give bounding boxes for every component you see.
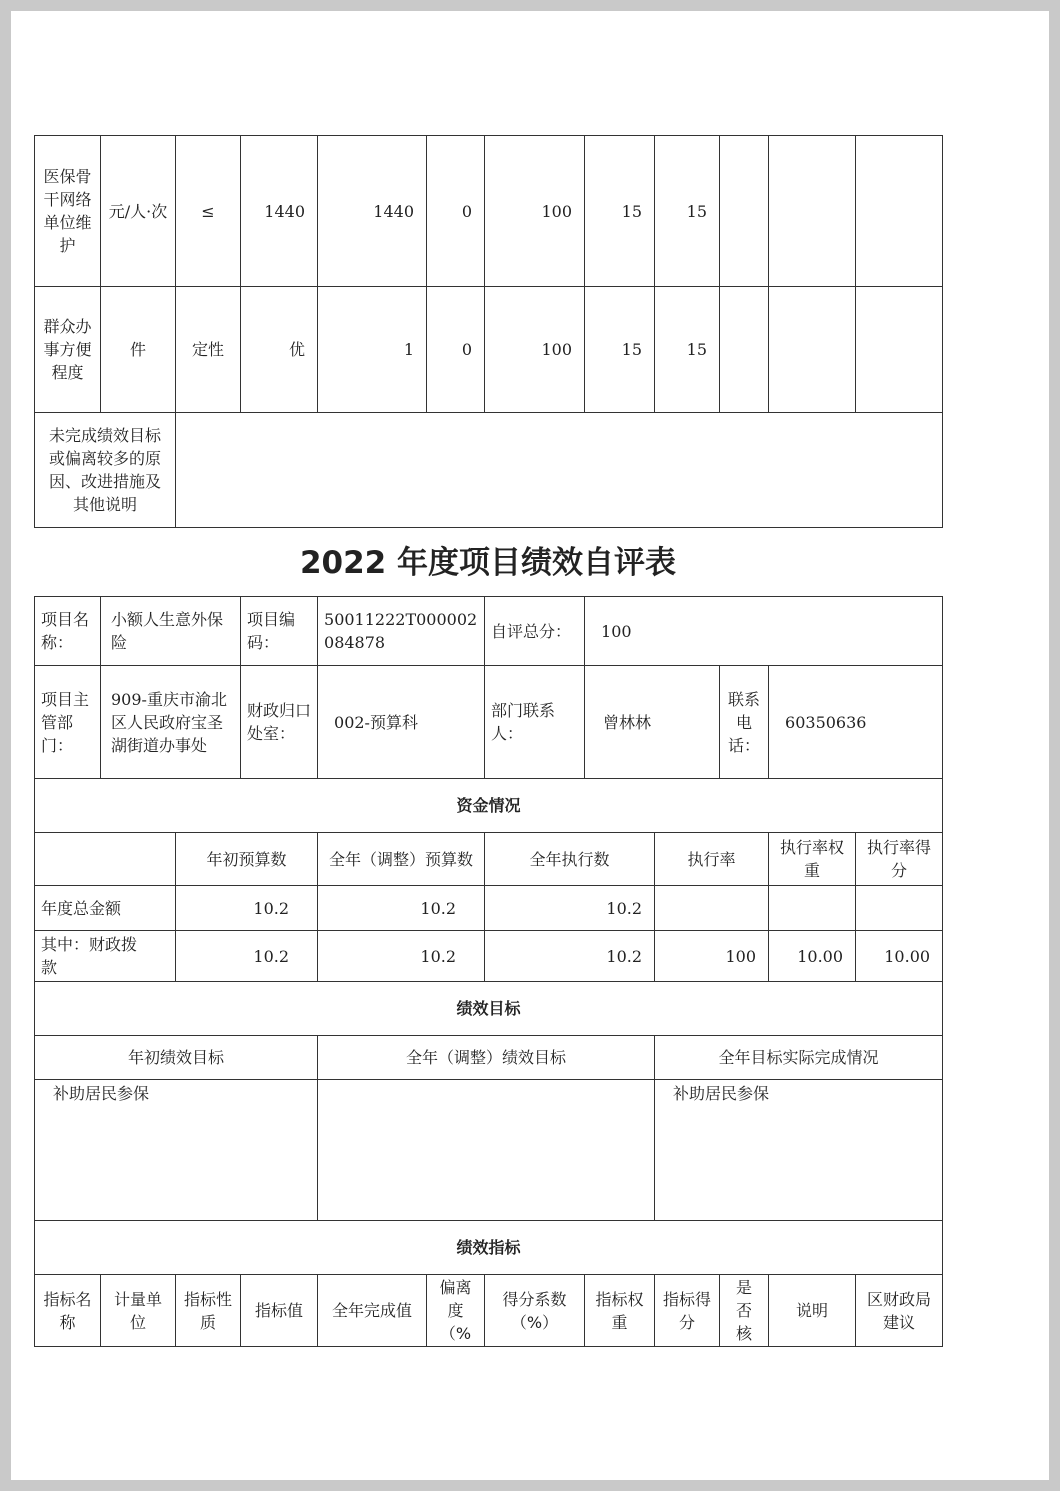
table-row (35, 1275, 943, 1347)
indicator-header: 指标值 (241, 1275, 318, 1347)
page-title: 2022 年度项目绩效自评表 (299, 545, 677, 581)
indicator-header: 偏离度（% (427, 1275, 485, 1347)
goal-initial: 补助居民参保 (35, 1080, 318, 1221)
funds-section-title: 资金情况 (35, 779, 943, 833)
funds-cell: 10.00 (856, 931, 943, 982)
indicator-weight: 15 (585, 287, 655, 413)
indicator-target: 优 (241, 287, 318, 413)
indicator-note (769, 136, 856, 287)
indicator-weight: 15 (585, 136, 655, 287)
indicator-deviation: 0 (427, 287, 485, 413)
funds-cell (655, 886, 769, 931)
table-row (35, 136, 943, 287)
funds-cell: 10.2 (485, 931, 655, 982)
indicators-section-title: 绩效指标 (35, 1221, 943, 1275)
indicator-header: 指标权重 (585, 1275, 655, 1347)
reason-value (176, 413, 943, 528)
table-row (35, 886, 943, 931)
finance-label: 财政归口处室： (241, 666, 318, 779)
indicator-header: 是否核 (720, 1275, 769, 1347)
reason-label: 未完成绩效目标或偏离较多的原因、改进措施及其他说明 (35, 413, 176, 528)
funds-header: 执行率 (655, 833, 769, 886)
indicator-score: 15 (655, 287, 720, 413)
indicator-header: 得分系数（%） (485, 1275, 585, 1347)
table-row (35, 597, 943, 666)
indicator-target: 1440 (241, 136, 318, 287)
dept-label: 项目主管部门： (35, 666, 101, 779)
funds-cell: 10.2 (176, 931, 318, 982)
table-row (35, 1036, 943, 1080)
funds-row-label: 其中：财政拨款 (35, 931, 176, 982)
indicator-unit: 件 (101, 287, 176, 413)
project-name-label: 项目名称： (35, 597, 101, 666)
indicator-deviation: 0 (427, 136, 485, 287)
indicator-header: 全年完成值 (318, 1275, 427, 1347)
funds-cell (769, 886, 856, 931)
indicator-actual: 1 (318, 287, 427, 413)
contact: 曾林林 (585, 666, 720, 779)
table-row (35, 287, 943, 413)
funds-cell: 10.00 (769, 931, 856, 982)
funds-header: 执行率得分 (856, 833, 943, 886)
funds-cell (856, 886, 943, 931)
indicator-name: 群众办事方便程度 (35, 287, 101, 413)
contact-label: 部门联系人： (485, 666, 585, 779)
self-score: 100 (585, 597, 943, 666)
funds-header-blank (35, 833, 176, 886)
funds-header: 执行率权重 (769, 833, 856, 886)
goal-adjusted (318, 1080, 655, 1221)
phone: 60350636 (769, 666, 943, 779)
self-score-label: 自评总分： (485, 597, 585, 666)
indicator-name: 医保骨干网络单位维护 (35, 136, 101, 287)
phone-label: 联系电话： (720, 666, 769, 779)
indicator-header: 指标得分 (655, 1275, 720, 1347)
project-code-label: 项目编码： (241, 597, 318, 666)
funds-cell: 10.2 (485, 886, 655, 931)
dept: 909-重庆市渝北区人民政府宝圣湖街道办事处 (101, 666, 241, 779)
indicator-header: 计量单位 (101, 1275, 176, 1347)
table-row (35, 1221, 943, 1275)
table-row (35, 413, 943, 528)
indicator-score: 15 (655, 136, 720, 287)
table-row (35, 779, 943, 833)
funds-header: 全年（调整）预算数 (318, 833, 485, 886)
funds-cell: 100 (655, 931, 769, 982)
goals-section-title: 绩效目标 (35, 982, 943, 1036)
funds-header: 全年执行数 (485, 833, 655, 886)
indicator-nature: 定性 (176, 287, 241, 413)
indicator-check (720, 287, 769, 413)
goal-actual: 补助居民参保 (655, 1080, 943, 1221)
funds-header: 年初预算数 (176, 833, 318, 886)
indicator-advice (856, 136, 943, 287)
indicator-check (720, 136, 769, 287)
indicator-advice (856, 287, 943, 413)
funds-cell: 10.2 (318, 931, 485, 982)
indicator-coef: 100 (485, 136, 585, 287)
funds-row-label: 年度总金额 (35, 886, 176, 931)
indicator-nature: ≤ (176, 136, 241, 287)
project-name: 小额人生意外保险 (101, 597, 241, 666)
table-row (35, 833, 943, 886)
table-row (35, 666, 943, 779)
indicator-note (769, 287, 856, 413)
indicator-header: 指标名称 (35, 1275, 101, 1347)
goals-header: 全年目标实际完成情况 (655, 1036, 943, 1080)
funds-cell: 10.2 (176, 886, 318, 931)
indicator-header: 指标性质 (176, 1275, 241, 1347)
goals-header: 年初绩效目标 (35, 1036, 318, 1080)
indicator-coef: 100 (485, 287, 585, 413)
indicator-actual: 1440 (318, 136, 427, 287)
table-row (35, 931, 943, 982)
indicator-header: 区财政局建议 (856, 1275, 943, 1347)
finance: 002-预算科 (318, 666, 485, 779)
project-code: 50011222T000002084878 (318, 597, 485, 666)
funds-cell: 10.2 (318, 886, 485, 931)
goals-header: 全年（调整）绩效目标 (318, 1036, 655, 1080)
table-row (35, 1080, 943, 1221)
self-evaluation-table (34, 596, 943, 1347)
table-row (35, 982, 943, 1036)
indicator-header: 说明 (769, 1275, 856, 1347)
indicator-unit: 元/人·次 (101, 136, 176, 287)
indicator-continuation-table (34, 135, 943, 528)
